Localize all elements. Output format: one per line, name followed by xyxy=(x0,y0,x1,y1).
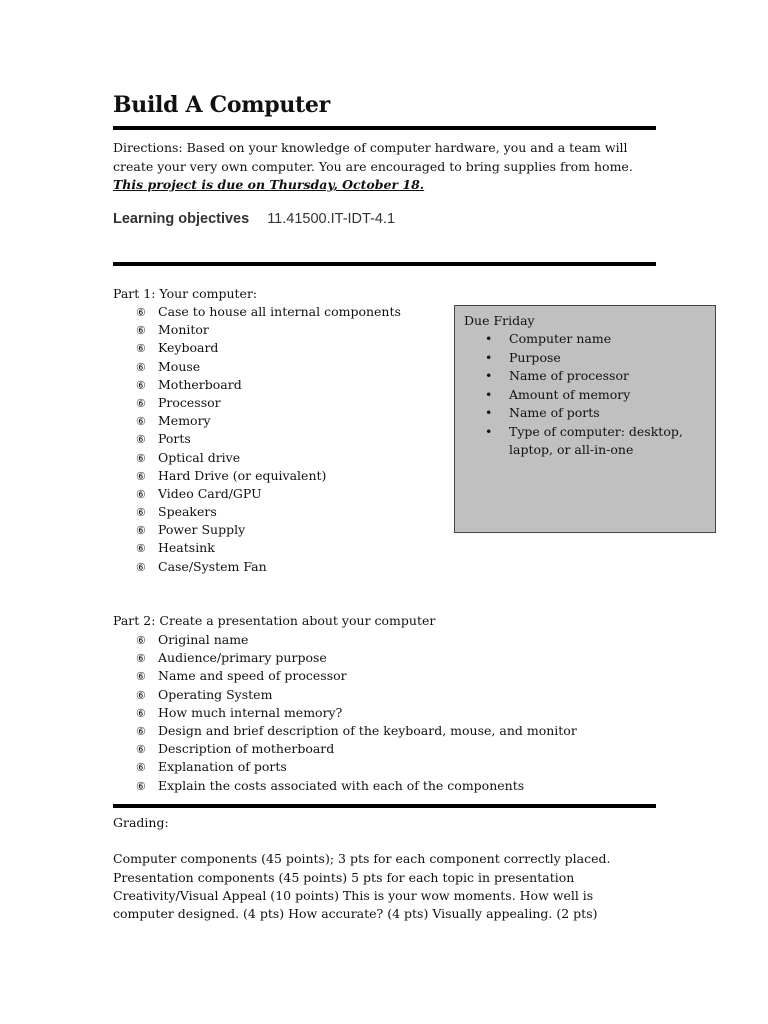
grading-line: Computer components (45 points); 3 pts for each component correctly placed. xyxy=(113,851,611,867)
circled-bullet-icon: ⑥ xyxy=(136,487,146,501)
part2-list xyxy=(136,631,577,795)
due-box-item-label: Computer name xyxy=(509,331,612,346)
objectives-label: Learning objectives xyxy=(113,211,250,227)
divider-middle xyxy=(113,262,656,266)
part2-item-label: Operating System xyxy=(158,686,273,702)
grading-heading: Grading: xyxy=(113,815,169,830)
part1-item-label: Monitor xyxy=(158,322,209,338)
objectives-code: 11.41500.IT-IDT-4.1 xyxy=(267,211,396,227)
part2-item xyxy=(136,667,577,685)
bullet-dot-icon: • xyxy=(485,368,493,383)
due-box-item xyxy=(481,367,706,386)
due-box-item-label: Type of computer: desktop, laptop, or all-in-one xyxy=(509,423,683,457)
part1-item-label: Ports xyxy=(158,431,191,447)
circled-bullet-icon: ⑥ xyxy=(136,342,146,356)
circled-bullet-icon: ⑥ xyxy=(136,724,146,738)
part1-item-label: Case/System Fan xyxy=(158,558,267,574)
circled-bullet-icon: ⑥ xyxy=(136,652,146,666)
circled-bullet-icon: ⑥ xyxy=(136,761,146,775)
circled-bullet-icon: ⑥ xyxy=(136,415,146,429)
grading-line: computer designed. (4 pts) How accurate? (4 pts) Visually appealing. (2 pts) xyxy=(113,906,598,922)
part2-item-label: Name and speed of processor xyxy=(158,668,347,684)
circled-bullet-icon: ⑥ xyxy=(136,469,146,483)
part2-heading: Part 2: Create a presentation about your computer xyxy=(113,613,436,628)
part2-item-label: Design and brief description of the keyboard, mouse, and monitor xyxy=(158,722,577,738)
due-box-item xyxy=(481,423,706,460)
part2-item-label: Explain the costs associated with each of the components xyxy=(158,777,525,793)
part1-item-label: Hard Drive (or equivalent) xyxy=(158,467,327,483)
part1-item-label: Speakers xyxy=(158,504,217,520)
part1-item-label: Mouse xyxy=(158,358,201,374)
part2-item-label: Original name xyxy=(158,632,249,647)
due-date-line: This project is due on Thursday, October 18. xyxy=(113,177,425,192)
bullet-dot-icon: • xyxy=(485,423,493,439)
part1-item xyxy=(136,394,401,412)
due-box-item xyxy=(481,386,706,405)
due-box-item-label: Name of processor xyxy=(509,368,629,383)
circled-bullet-icon: ⑥ xyxy=(136,706,146,720)
due-box-item-label: Name of ports xyxy=(509,405,600,420)
learning-objectives xyxy=(113,211,395,227)
directions-text: Directions: Based on your knowledge of computer hardware, you and a team will create your very own computer. You are encouraged to bring supplies from home. xyxy=(113,140,633,174)
part2-item xyxy=(136,740,577,758)
part2-item xyxy=(136,777,577,795)
grading-line: Creativity/Visual Appeal (10 points) This is your wow moments. How well is xyxy=(113,887,594,903)
part2-item-label: How much internal memory? xyxy=(158,704,343,720)
part1-item xyxy=(136,539,401,557)
part2-item xyxy=(136,758,577,776)
part1-item xyxy=(136,358,401,376)
circled-bullet-icon: ⑥ xyxy=(136,506,146,520)
part1-item xyxy=(136,339,401,357)
page-title: Build A Computer xyxy=(113,92,330,118)
part1-item xyxy=(136,321,401,339)
part2-item-label: Audience/primary purpose xyxy=(158,650,327,666)
part1-item xyxy=(136,430,401,448)
bullet-dot-icon: • xyxy=(485,386,493,402)
part1-item-label: Motherboard xyxy=(158,376,242,392)
part1-item xyxy=(136,303,401,321)
part1-list xyxy=(136,303,401,576)
part1-item xyxy=(136,503,401,521)
grading-spacer xyxy=(113,832,673,850)
due-box-item xyxy=(481,404,706,423)
part1-item-label: Video Card/GPU xyxy=(158,485,262,501)
part1-item-label: Processor xyxy=(158,394,221,410)
circled-bullet-icon: ⑥ xyxy=(136,451,146,465)
grading-lines xyxy=(113,850,673,923)
grading-section xyxy=(113,814,673,923)
part1-item xyxy=(136,558,401,576)
bullet-dot-icon: • xyxy=(485,331,493,346)
circled-bullet-icon: ⑥ xyxy=(136,542,146,556)
part2-item xyxy=(136,704,577,722)
bullet-dot-icon: • xyxy=(485,349,493,365)
circled-bullet-icon: ⑥ xyxy=(136,743,146,757)
grading-line: Presentation components (45 points) 5 pts for each topic in presentation xyxy=(113,869,575,885)
circled-bullet-icon: ⑥ xyxy=(136,324,146,338)
circled-bullet-icon: ⑥ xyxy=(136,779,146,793)
part1-item-label: Case to house all internal components xyxy=(158,304,401,319)
part1-heading: Part 1: Your computer: xyxy=(113,286,258,301)
part2-item xyxy=(136,631,577,649)
part1-item xyxy=(136,467,401,485)
part2-item xyxy=(136,722,577,740)
due-box-item xyxy=(481,349,706,368)
part1-item xyxy=(136,412,401,430)
part1-item-label: Keyboard xyxy=(158,340,219,356)
part1-item xyxy=(136,485,401,503)
circled-bullet-icon: ⑥ xyxy=(136,634,146,647)
part1-item-label: Memory xyxy=(158,413,211,429)
part2-item xyxy=(136,649,577,667)
part1-item xyxy=(136,449,401,467)
due-box-item-label: Amount of memory xyxy=(509,386,631,402)
due-box-title: Due Friday xyxy=(464,313,535,328)
circled-bullet-icon: ⑥ xyxy=(136,378,146,392)
part1-item-label: Heatsink xyxy=(158,540,215,556)
circled-bullet-icon: ⑥ xyxy=(136,688,146,702)
bullet-dot-icon: • xyxy=(485,405,493,420)
divider-bottom xyxy=(113,804,656,808)
due-box-list xyxy=(481,330,706,460)
part1-item xyxy=(136,376,401,394)
part2-item-label: Description of motherboard xyxy=(158,741,335,757)
divider-top xyxy=(113,126,656,130)
part1-item-label: Power Supply xyxy=(158,522,246,538)
due-box-item-label: Purpose xyxy=(509,349,561,365)
circled-bullet-icon: ⑥ xyxy=(136,306,146,319)
circled-bullet-icon: ⑥ xyxy=(136,524,146,538)
circled-bullet-icon: ⑥ xyxy=(136,560,146,574)
circled-bullet-icon: ⑥ xyxy=(136,396,146,410)
circled-bullet-icon: ⑥ xyxy=(136,433,146,447)
due-friday-box xyxy=(454,305,716,533)
part2-item-label: Explanation of ports xyxy=(158,759,287,775)
part1-item xyxy=(136,521,401,539)
part1-item-label: Optical drive xyxy=(158,449,241,465)
circled-bullet-icon: ⑥ xyxy=(136,360,146,374)
directions-paragraph xyxy=(113,139,658,195)
circled-bullet-icon: ⑥ xyxy=(136,670,146,684)
part2-item xyxy=(136,686,577,704)
due-box-item xyxy=(481,330,706,349)
